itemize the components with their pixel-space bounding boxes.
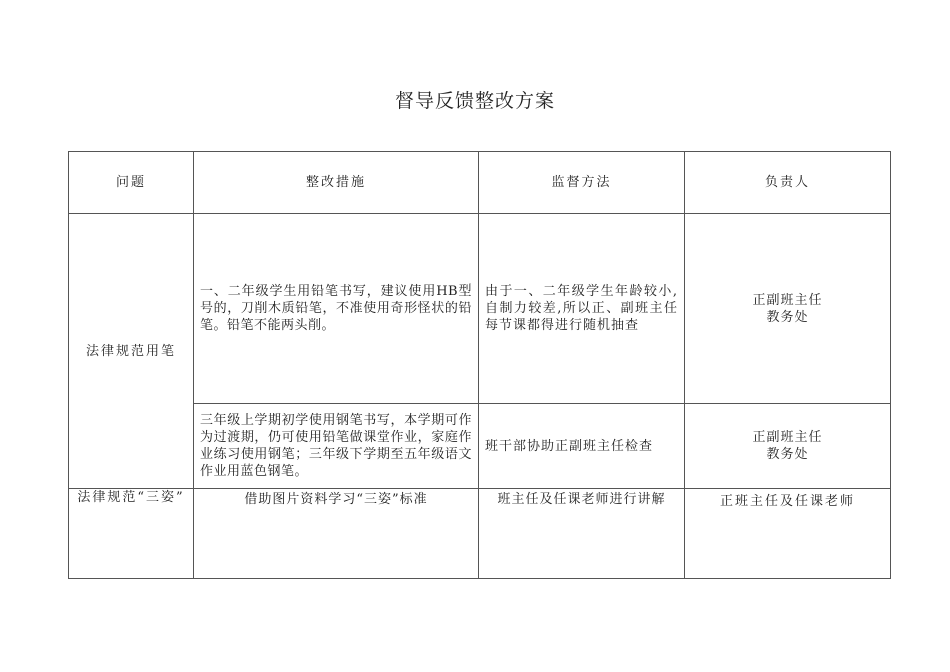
method-text: 班主任及任课老师进行讲解 (497, 492, 666, 507)
measure-text: 借助图片资料学习“三姿”标准 (244, 492, 428, 507)
owner-line: 正副班主任 (752, 430, 823, 445)
document-title: 督导反馈整改方案 (394, 90, 555, 112)
owner-cell (685, 489, 891, 579)
owner-line: 教务处 (766, 447, 809, 462)
measure-cell (194, 489, 479, 579)
method-cell (479, 489, 685, 579)
owner-line: 教务处 (766, 309, 809, 325)
rectification-table (68, 151, 891, 579)
table-row (69, 489, 891, 579)
issue-text: 法律规范用笔 (85, 343, 176, 359)
measure-text: 三年级上学期初学使用钢笔书写，本学期可作为过渡期，仍可使用铅笔做课堂作业，家庭作业练习使用钢笔；三年级下学期至五年级语文作业用蓝色钢笔。 (200, 413, 472, 479)
method-cell (479, 404, 685, 489)
header-method: 监督方法 (479, 152, 685, 214)
owner-text: 正班主任及任课老师 (719, 494, 855, 509)
measure-cell (194, 404, 479, 489)
table-row (69, 214, 891, 404)
measure-text: 一、二年级学生用铅笔书写，建议使用HB型号的，刀削木质铅笔，不准使用奇形怪状的铅笔。铅笔不能两头削。 (200, 284, 472, 333)
owner-cell (685, 214, 891, 404)
issue-cell-posture (69, 489, 194, 579)
method-text: 由于一、二年级学生年龄较小,自制力较差,所以正、副班主任每节课都得进行随机抽查 (485, 284, 678, 333)
measure-cell (194, 214, 479, 404)
issue-cell-pen-usage (69, 214, 194, 489)
method-cell (479, 214, 685, 404)
header-owner: 负责人 (685, 152, 891, 214)
issue-text: 法律规范“三姿” (77, 490, 185, 505)
header-issue: 问题 (69, 152, 194, 214)
table-header-row (69, 152, 891, 214)
owner-cell (685, 404, 891, 489)
owner-line: 正副班主任 (752, 292, 823, 308)
method-text: 班干部协助正副班主任检查 (485, 438, 654, 454)
header-measure: 整改措施 (194, 152, 479, 214)
